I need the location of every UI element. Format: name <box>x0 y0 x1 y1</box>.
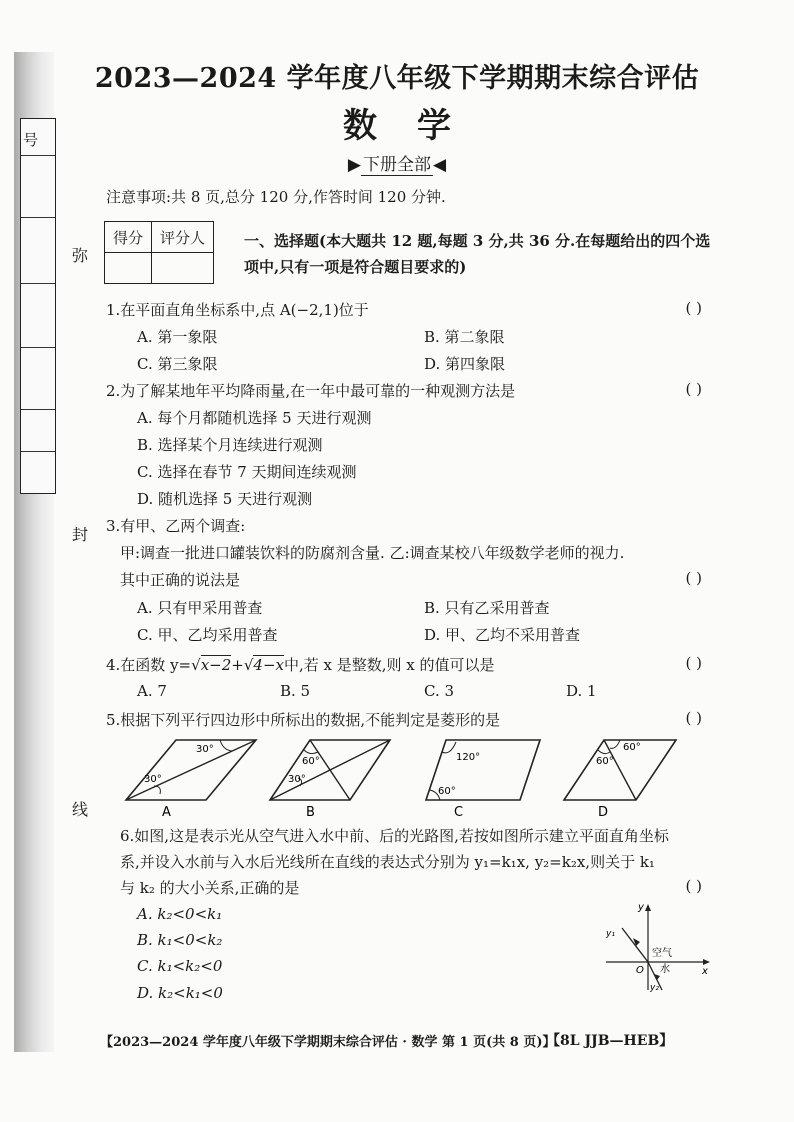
q6-fig-y: y <box>638 902 644 913</box>
q6-fig-y1: y₁ <box>606 929 615 939</box>
q2-option-a: A. 每个月都随机选择 5 天进行观测 <box>137 409 372 427</box>
q3-line2: 甲:调查一批进口罐装饮料的防腐剂含量. 乙:调查某校八年级数学老师的视力. <box>120 544 625 562</box>
triangle-right-icon: ▶ <box>347 155 361 175</box>
q5-figure-b <box>270 740 390 820</box>
q5-a-angle-1: 30° <box>196 744 214 755</box>
q5-label-a: A <box>162 805 171 820</box>
volume-label: 下册全部 <box>361 150 433 176</box>
q4-option-c: C. 3 <box>424 682 455 700</box>
notice: 注意事项:共 8 页,总分 120 分,作答时间 120 分钟. <box>106 188 446 206</box>
q5-answer-bracket: ( ) <box>685 709 702 727</box>
q5-stem: 5.根据下列平行四边形中所标出的数据,不能判定是菱形的是 <box>106 711 501 729</box>
q5-d-angle-1: 60° <box>623 742 641 753</box>
q2-stem: 2.为了解某地年平均降雨量,在一年中最可靠的一种观测方法是 <box>106 382 516 400</box>
q6-fig-air: 空气 <box>652 948 672 959</box>
q6-option-a: A. k₂<0<k₁ <box>137 905 223 923</box>
footer-code: 【8L JJB—HEB】 <box>546 1033 674 1049</box>
q4-radicand-2: 4−x <box>253 656 284 674</box>
q4-stem-pre: 4.在函数 y= <box>106 656 192 674</box>
q1-stem: 1.在平面直角坐标系中,点 A(−2,1)位于 <box>106 301 369 319</box>
sqrt-icon: √ <box>243 656 254 674</box>
footer-text: 【2023—2024 学年度八年级下学期期末综合评估 · 数学 第 1 页(共 8 页)】 <box>100 1035 556 1050</box>
score-header: 得分 <box>105 222 152 253</box>
q3-option-d: D. 甲、乙均不采用普查 <box>424 626 581 644</box>
q2-option-d: D. 随机选择 5 天进行观测 <box>137 490 313 508</box>
q1-option-a: A. 第一象限 <box>137 328 218 346</box>
q4-stem <box>106 654 495 675</box>
q5-b-angle-2: 30° <box>288 774 306 785</box>
grader-cell <box>152 253 214 284</box>
q3-option-c: C. 甲、乙均采用普查 <box>137 626 278 644</box>
q2-option-b: B. 选择某个月连续进行观测 <box>137 436 323 454</box>
q3-answer-bracket: ( ) <box>685 569 702 587</box>
binding-edge-char: 号 <box>23 131 39 149</box>
q6-line1: 6.如图,这是表示光从空气进入水中前、后的光路图,若按如图所示建立平面直角坐标 <box>120 827 669 845</box>
q6-option-b: B. k₁<0<k₂ <box>137 931 223 949</box>
seal-mark-xian: 线 <box>72 800 89 819</box>
q2-option-c: C. 选择在春节 7 天期间连续观测 <box>137 463 357 481</box>
q4-stem-post: 中,若 x 是整数,则 x 的值可以是 <box>283 656 495 674</box>
q3-option-b: B. 只有乙采用普查 <box>424 599 550 617</box>
q6-fig-x: x <box>702 966 708 977</box>
volume-tag <box>0 150 794 176</box>
q4-option-b: B. 5 <box>280 682 311 700</box>
q1-option-c: C. 第三象限 <box>137 355 218 373</box>
q5-label-c: C <box>454 805 464 820</box>
q5-label-b: B <box>306 805 315 820</box>
q1-answer-bracket: ( ) <box>685 299 702 317</box>
section-heading: 一、选择题(本大题共 12 题,每题 3 分,共 36 分.在每题给出的四个选项中,只有一项是符合题目要求的) <box>244 232 711 276</box>
q6-line2: 系,并设入水前与入水后光线所在直线的表达式分别为 y₁=k₁x, y₂=k₂x,则关于 k₁ <box>120 853 655 871</box>
q5-d-angle-2: 60° <box>596 756 614 767</box>
q4-option-d: D. 1 <box>566 682 597 700</box>
grader-header: 评分人 <box>152 222 214 253</box>
q5-a-angle-2: 30° <box>144 774 162 785</box>
q6-fig-y2: y₂ <box>650 983 659 993</box>
q6-light-diagram <box>600 898 716 994</box>
q6-option-c: C. k₁<k₂<0 <box>137 957 223 975</box>
q2-answer-bracket: ( ) <box>685 380 702 398</box>
q6-option-d: D. k₂<k₁<0 <box>137 984 223 1002</box>
q5-figure-c <box>426 740 540 820</box>
exam-title: 2023—2024 学年度八年级下学期期末综合评估 <box>94 63 700 94</box>
q1-option-b: B. 第二象限 <box>424 328 505 346</box>
score-cell <box>105 253 152 284</box>
q3-stem: 3.有甲、乙两个调查: <box>106 517 246 535</box>
score-table <box>104 221 214 284</box>
q3-line3: 其中正确的说法是 <box>120 571 241 589</box>
q6-fig-water: 水 <box>660 964 670 975</box>
q4-answer-bracket: ( ) <box>685 654 702 672</box>
q3-option-a: A. 只有甲采用普查 <box>137 599 263 617</box>
seal-mark-feng: 封 <box>72 525 89 544</box>
q5-figure-d <box>564 740 676 820</box>
q4-radicand-1: x−2 <box>200 656 232 674</box>
q4-plus: + <box>231 656 244 674</box>
q6-line3: 与 k₂ 的大小关系,正确的是 <box>120 879 300 897</box>
q5-figure-a <box>126 740 256 820</box>
q5-figures <box>120 734 720 820</box>
q6-fig-origin: O <box>636 965 644 976</box>
sqrt-icon: √ <box>191 656 201 674</box>
q5-b-angle-1: 60° <box>302 756 320 767</box>
q6-answer-bracket: ( ) <box>685 877 702 895</box>
triangle-left-icon: ◀ <box>433 155 447 175</box>
q5-c-angle-1: 120° <box>456 752 481 763</box>
subject-title: 数学 <box>343 106 491 146</box>
q5-label-d: D <box>598 805 609 820</box>
q1-option-d: D. 第四象限 <box>424 355 506 373</box>
q5-c-angle-2: 60° <box>438 786 456 797</box>
seal-mark-mi: 弥 <box>72 246 89 265</box>
q4-option-a: A. 7 <box>137 682 167 700</box>
